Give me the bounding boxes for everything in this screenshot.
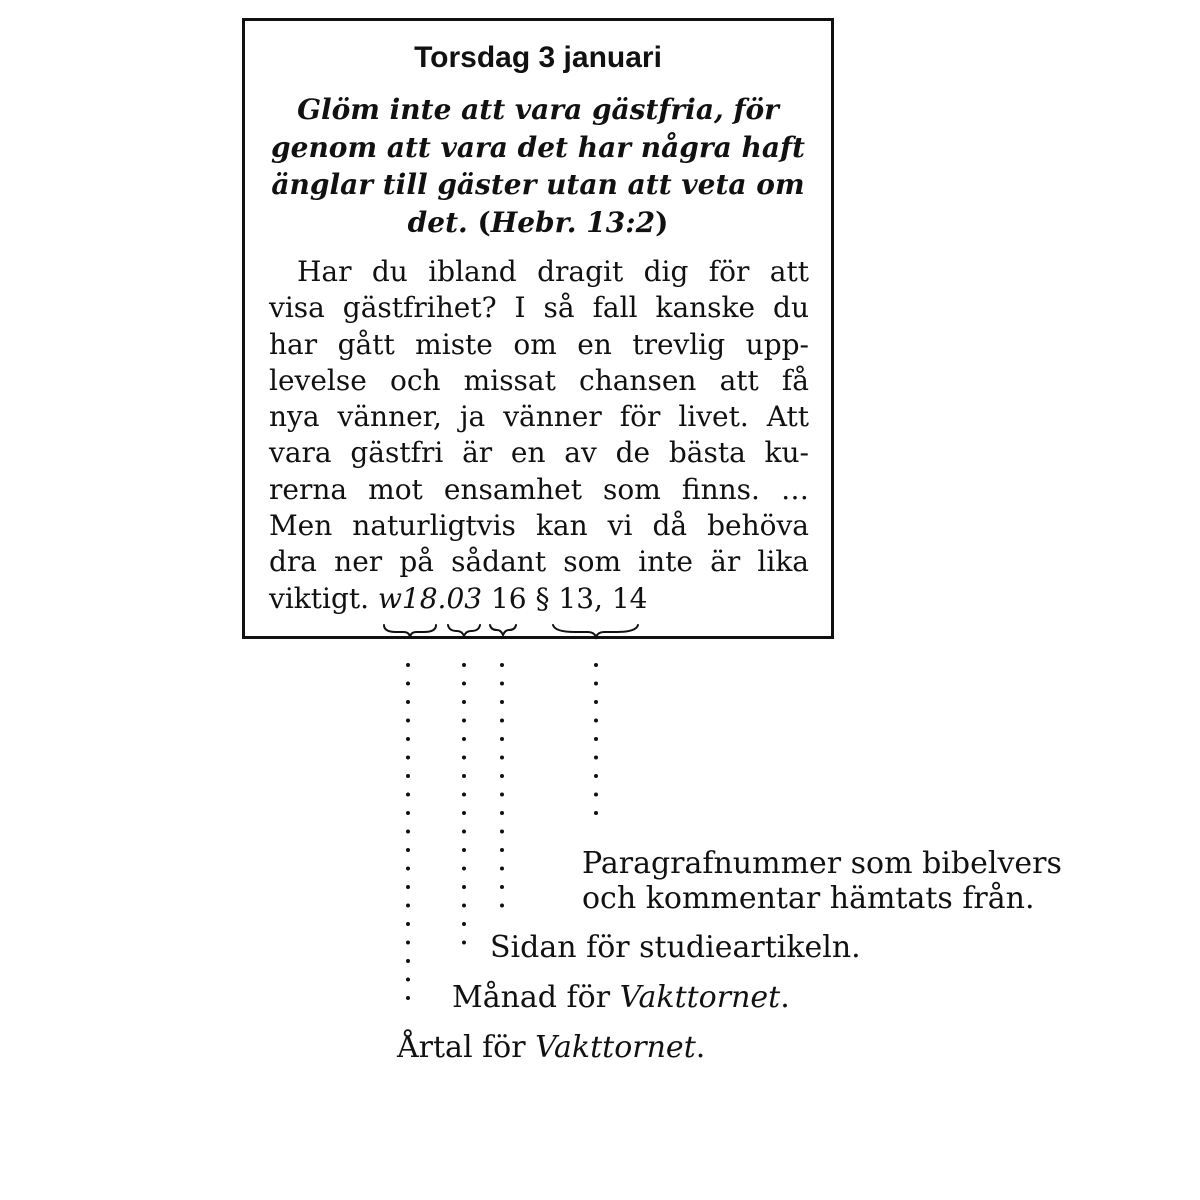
card-title: Torsdag 3 januari [414, 41, 662, 74]
verse-line-2: genom att vara det har några haft [271, 130, 805, 164]
year-label-prefix: Årtal för [397, 1030, 536, 1065]
last-line-text: viktigt. [269, 581, 370, 615]
verse-line-4-text: det. [407, 205, 468, 239]
body-line-2: visa gästfrihet? I så fall kanske du [269, 291, 809, 325]
verse-ref-text: Hebr. 13:2 [490, 205, 656, 239]
paragraph-label-line-1: Paragrafnummer som bibelvers [582, 846, 1062, 881]
paragraph-brace [553, 625, 638, 637]
body-line-4: levelse och missat chansen att få [269, 363, 809, 397]
body-line-7: rerna mot ensamhet som finns. … [269, 472, 809, 506]
source-month: .03 [437, 581, 483, 615]
page-brace [490, 625, 516, 635]
month-label-italic: Vakttornet [619, 980, 781, 1015]
month-brace [448, 625, 480, 636]
verse-ref-open: ( [477, 205, 491, 239]
year-label-suffix: . [695, 1030, 706, 1065]
source-paragraph: § 13, 14 [535, 581, 648, 615]
source-year: w18 [377, 581, 438, 615]
month-label-prefix: Månad för [452, 980, 620, 1015]
body-line-3: har gått miste om en trevlig upp- [269, 327, 809, 361]
verse-line-1: Glöm inte att vara gästfria, för [297, 93, 779, 126]
body-line-1: Har du ibland dragit dig för att [297, 255, 809, 288]
verse-ref-close: ) [655, 205, 669, 239]
body-line-9: dra ner på sådant som inte är lika [269, 545, 809, 579]
source-page: 16 [490, 581, 527, 615]
year-label-italic: Vakttornet [535, 1030, 696, 1065]
body-line-6: vara gästfri är en av de bästa ku- [269, 436, 809, 470]
year-brace [384, 625, 436, 637]
verse-line-3: änglar till gäster utan att veta om [271, 168, 805, 201]
body-line-5: nya vänner, ja vänner för livet. Att [269, 400, 809, 434]
month-label-suffix: . [780, 980, 790, 1015]
paragraph-label [582, 846, 1062, 916]
paragraph-label-line-2: och kommentar hämtats från. [582, 881, 1035, 916]
page-label: Sidan för studieartikeln. [490, 930, 861, 965]
month-label [452, 980, 790, 1015]
year-label [397, 1030, 705, 1065]
body-line-8: Men naturligtvis kan vi då behöva [269, 509, 809, 543]
